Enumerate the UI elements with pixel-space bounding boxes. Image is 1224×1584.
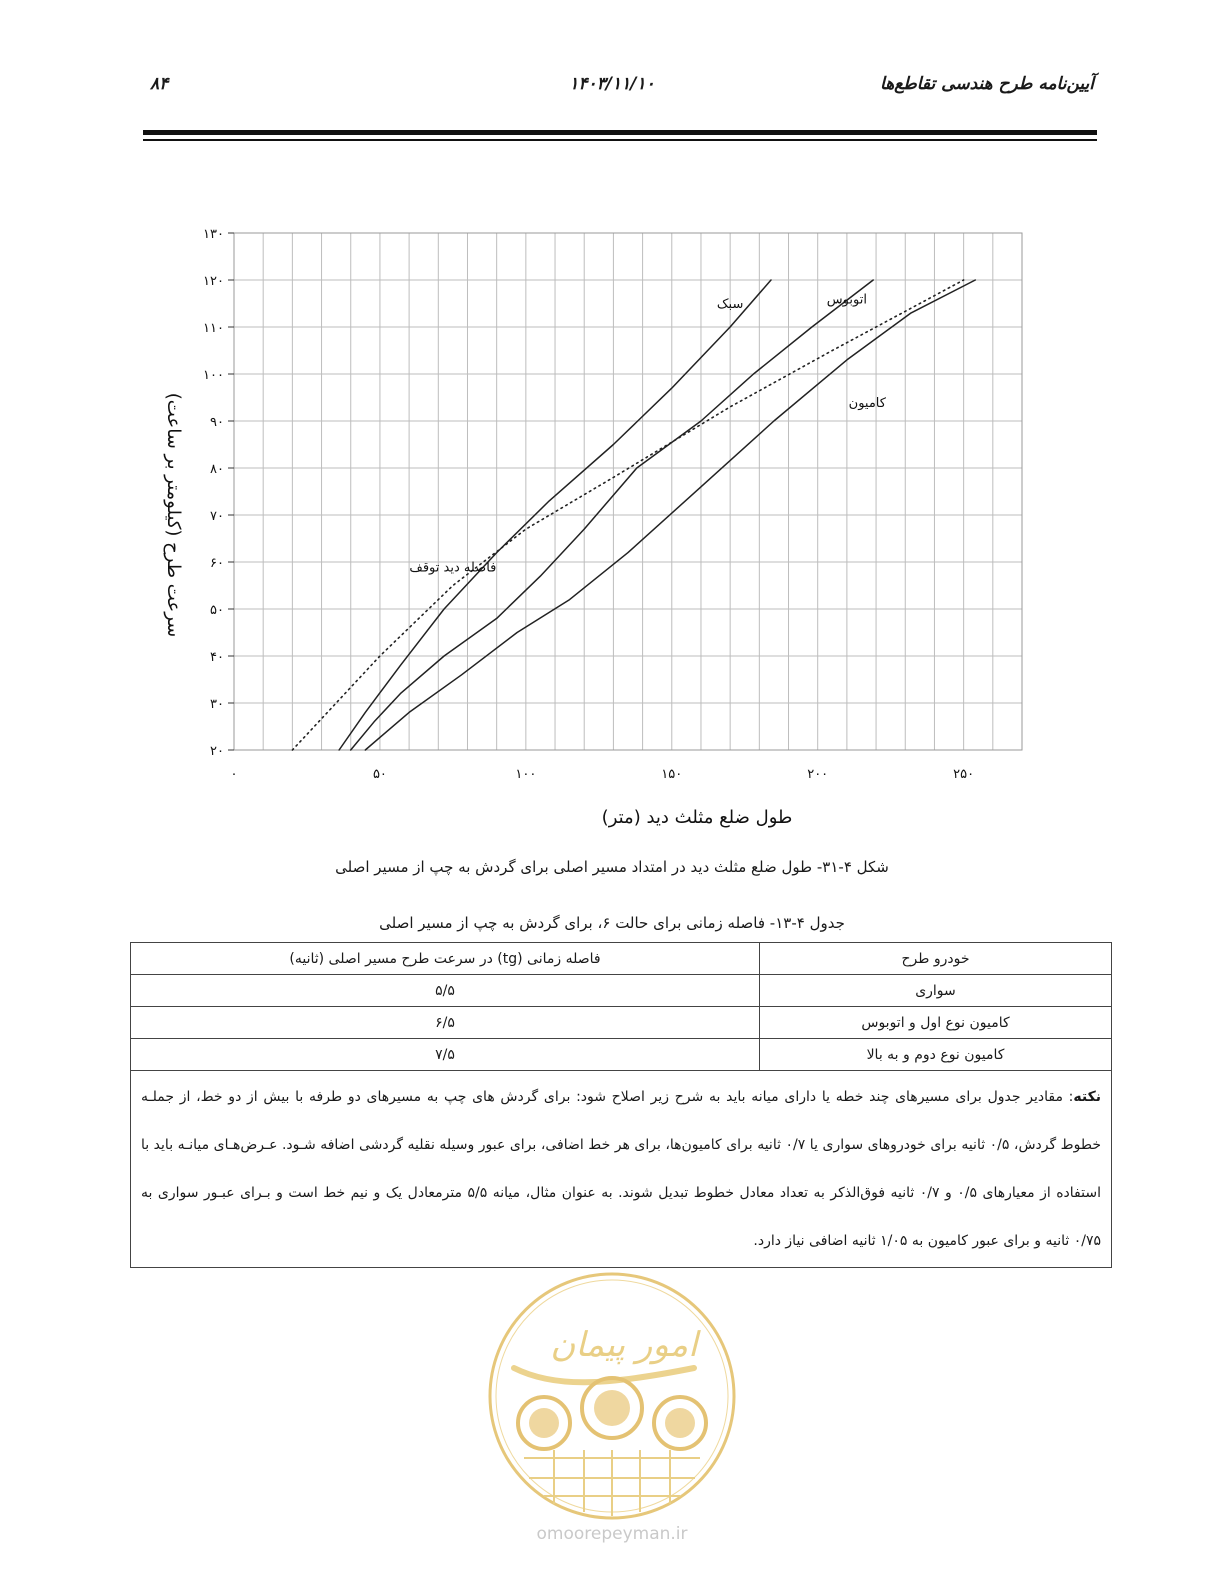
x-tick-label: ۲۵۰: [953, 767, 975, 782]
table-row: [131, 1039, 1112, 1071]
watermark-logo: [484, 1268, 740, 1524]
table-header-row: [131, 943, 1112, 975]
chart-grid: [234, 233, 1022, 750]
table-cell: سواری: [760, 975, 1112, 1007]
y-axis-label: سرعت طرح (کیلومتر بر ساعت): [163, 392, 184, 638]
y-tick-label: ۱۰۰: [203, 368, 224, 383]
header-date: ۱۴۰۳/۱۱/۱۰: [569, 74, 655, 94]
x-axis-label: طول ضلع مثلث دید (متر): [601, 807, 793, 828]
header-title: آیین‌نامه طرح هندسی تقاطع‌ها: [880, 74, 1094, 94]
y-tick-label: ۱۱۰: [203, 321, 224, 336]
y-tick-label: ۳۰: [210, 697, 224, 712]
y-tick-label: ۴۰: [210, 650, 224, 665]
figure-caption: شکل ۴-۳۱- طول ضلع مثلث دید در امتداد مسیر اصلی برای گردش به چپ از مسیر اصلی: [335, 858, 889, 876]
series-label: اتوبوس: [826, 292, 867, 308]
page-number: ۸۴: [150, 74, 169, 94]
y-tick-label: ۱۲۰: [203, 274, 224, 289]
y-tick-label: ۱۳۰: [203, 227, 224, 242]
table-caption: جدول ۴-۱۳- فاصله زمانی برای حالت ۶، برای گردش به چپ از مسیر اصلی: [379, 914, 845, 932]
x-tick-label: ۱۰۰: [515, 767, 537, 782]
y-tick-label: ۲۰: [210, 744, 224, 759]
x-tick-label: ۰: [230, 767, 238, 782]
table-cell: ۶/۵: [131, 1007, 760, 1039]
table-cell: ۵/۵: [131, 975, 760, 1007]
plot-border: [234, 233, 1022, 750]
note-label: نکته: [1073, 1089, 1101, 1105]
table-header-cell: خودرو طرح: [760, 943, 1112, 975]
y-tick-label: ۹۰: [210, 415, 224, 430]
table-note-row: [131, 1071, 1112, 1268]
watermark-logo-text: امور پیمان: [550, 1325, 698, 1365]
sight-triangle-chart: [140, 215, 1040, 845]
table-cell: کامیون نوع اول و اتوبوس: [760, 1007, 1112, 1039]
y-tick-label: ۷۰: [210, 509, 224, 524]
note-text: : مقادیر جدول برای مسیرهای چند خطه یا دارای میانه باید به شرح زیر اصلاح شود: برای گردش های چپ به مسیرهای دو طرفه با بیش از دو خط، از جملـه خطوط گردش، ۰/۵ ثانیه برای خودروهای سواری یا ۰/۷ ثانیه برای کامیون‌ها، برای هر خط اضافی، برای عبور وسیله نقلیه گردشی اضافه شـود. عـرض‌هـای میانـه باید با استفاده از معیارهای ۰/۵ و ۰/۷ ثانیه فوق‌الذکر به تعداد معادل خطوط تبدیل شوند. به عنوان مثال، میانه ۵/۵ مترمعادل یک و نیم خط است و بـرای عبـور سواری به ۰/۷۵ ثانیه و برای عبور کامیون به ۱/۰۵ ثانیه اضافی نیاز دارد.: [141, 1089, 1101, 1249]
y-tick-label: ۵۰: [210, 603, 224, 618]
x-tick-label: ۱۵۰: [661, 767, 683, 782]
table-header-cell: فاصله زمانی (tg) در سرعت طرح مسیر اصلی (ثانیه): [131, 943, 760, 975]
y-tick-label: ۶۰: [210, 556, 224, 571]
header-rule: [143, 130, 1097, 135]
series-label: فاصله دید توقف: [409, 560, 497, 576]
chart-annotations: [409, 293, 886, 576]
table-row: [131, 1007, 1112, 1039]
y-tick-label: ۸۰: [210, 462, 224, 477]
table-note: [131, 1071, 1112, 1268]
watermark-site-text: omoorepeyman.ir: [536, 1524, 688, 1544]
chart-ticks: [203, 227, 974, 782]
series-label: سبک: [716, 297, 744, 313]
table-cell: کامیون نوع دوم و به بالا: [760, 1039, 1112, 1071]
table-cell: ۷/۵: [131, 1039, 760, 1071]
x-tick-label: ۵۰: [372, 767, 387, 782]
table-row: [131, 975, 1112, 1007]
time-gap-table: [130, 942, 1112, 1268]
x-tick-label: ۲۰۰: [807, 767, 829, 782]
series-label: کامیون: [848, 395, 886, 411]
header-rule-thin: [143, 139, 1097, 141]
